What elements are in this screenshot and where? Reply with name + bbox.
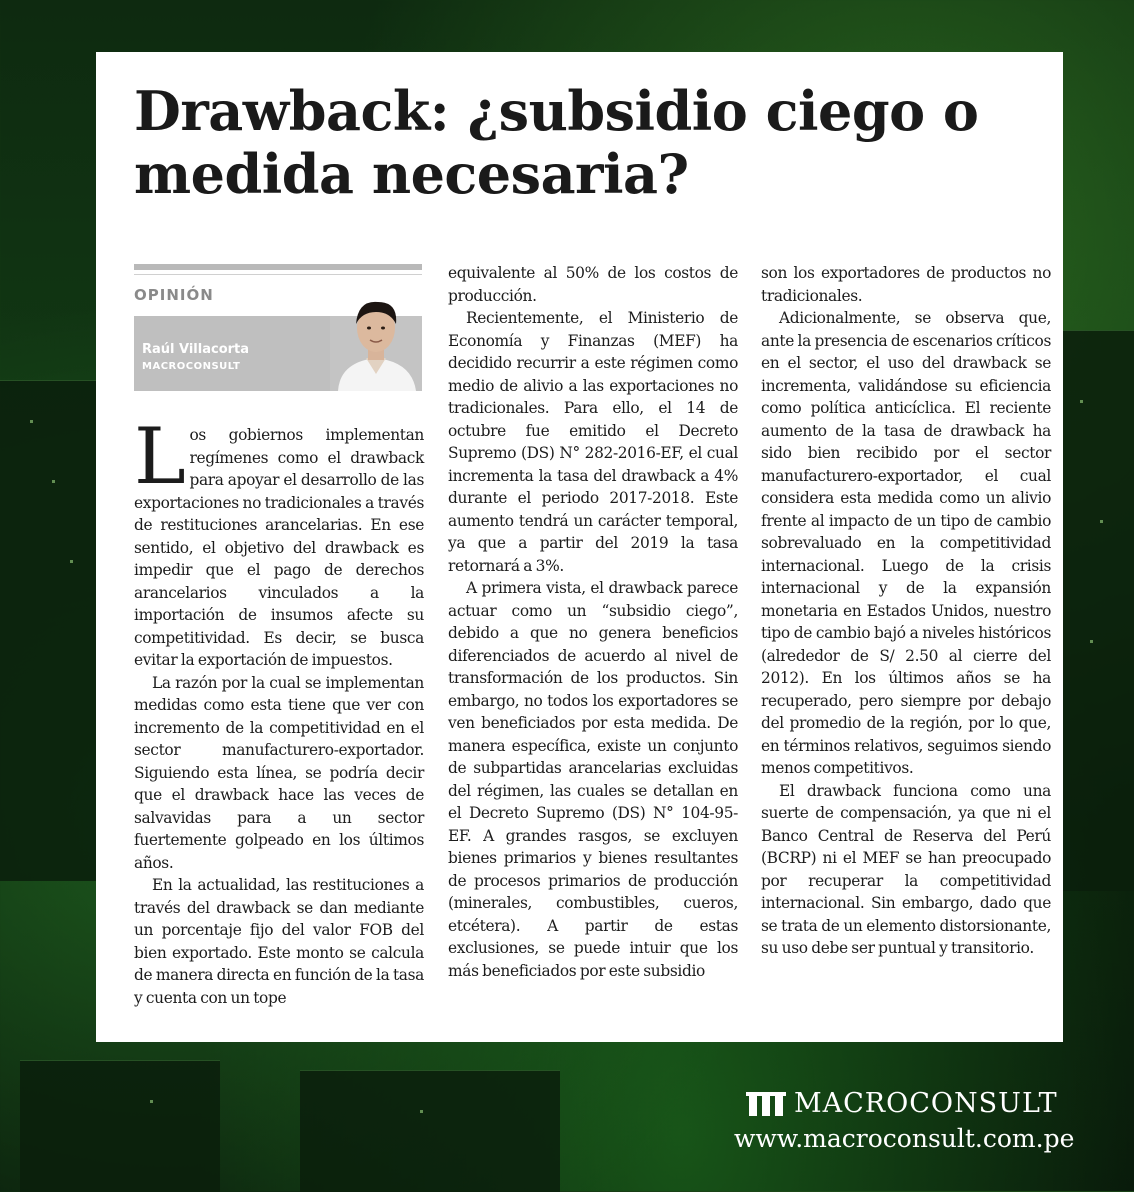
section-label: OPINIÓN bbox=[134, 286, 214, 304]
paragraph: son los exportadores de productos no tradicionales. bbox=[761, 264, 1051, 305]
bg-light bbox=[70, 560, 73, 563]
paragraph: A primera vista, el drawback parece actuar como un “subsidio ciego”, debido a que no genera beneficios diferenciados de acuerdo al nivel de transformación de los productos. Sin embargo, no todos los exportadores se ven beneficiados por esta medida. De manera específica, existe un conjunto de subpartidas arancelarias excluidas del régimen, las cuales se detallan en el Decreto Supremo (DS) N° 104-95-EF. A grandes rasgos, se excluyen bienes primarios y bienes resultantes de procesos primarios de producción (minerales, combustibles, cueros, etcétera). A partir de estas exclusiones, se puede intuir que los más beneficiados por este subsidio bbox=[448, 579, 738, 980]
paragraph: El drawback funciona como una suerte de compensación, ya que ni el Banco Central de Reserva del Perú (BCRP) ni el MEF se han preocupado por recuperar la competitividad internacional. Sin embargo, dado que se trata de un elemento distorsionante, su uso debe ser puntual y transitorio. bbox=[761, 781, 1051, 957]
article-column-3 bbox=[761, 262, 1051, 960]
website-link[interactable]: www.macroconsult.com.pe bbox=[734, 1124, 1075, 1153]
bg-light bbox=[52, 480, 55, 483]
bg-light bbox=[1100, 520, 1103, 523]
bg-light bbox=[150, 1100, 153, 1103]
drop-cap: L bbox=[134, 412, 186, 502]
bg-building bbox=[300, 1070, 560, 1192]
newspaper-clipping bbox=[96, 52, 1063, 1042]
bg-light bbox=[420, 1110, 423, 1113]
brand-name: MACROCONSULT bbox=[794, 1088, 1058, 1119]
bg-light bbox=[1080, 400, 1083, 403]
paragraph-text: os gobiernos implementan regímenes como el drawback para apoyar el desarrollo de las exportaciones no tradicionales a través de restituciones arancelarias. En ese sentido, el objetivo del drawback es impedir que el pago de derechos arancelarios vinculados a la importación de insumos afecte su competitividad. Es decir, se busca evitar la exportación de impuestos. bbox=[134, 426, 424, 669]
paragraph: equivalente al 50% de los costos de producción. bbox=[448, 264, 738, 305]
author-name: Raúl Villacorta bbox=[142, 342, 250, 357]
article-title: Drawback: ¿subsidio ciego o medida necesaria? bbox=[134, 79, 979, 206]
bg-building bbox=[1063, 330, 1134, 891]
author-org: MACROCONSULT bbox=[142, 361, 241, 372]
bg-light bbox=[30, 420, 33, 423]
author-panel bbox=[134, 316, 422, 391]
divider bbox=[134, 274, 422, 275]
paragraph: La razón por la cual se implementan medidas como esta tiene que ver con incremento de la competitividad en el sector manufacturero-exportador. Siguiendo esta línea, se podría decir que el drawback hace las veces de salvavidas para a un sector fuertemente golpeado en los últimos años. bbox=[134, 673, 424, 872]
divider bbox=[134, 264, 422, 270]
paragraph: Adicionalmente, se observa que, ante la presencia de escenarios críticos en el sector, el uso del drawback se incrementa, validándose su eficiencia como política anticíclica. El reciente aumento de la tasa de drawback ha sido bien recibido por el sector manufacturero-exportador, el cual considera esta medida como un alivio frente al impacto de un tipo de cambio sobrevaluado en la competitividad internacional. Luego de la crisis internacional y de la expansión monetaria en Estados Unidos, nuestro tipo de cambio bajó a niveles históricos (alrededor de S/ 2.50 al cierre del 2012). En los últimos años se ha recuperado, pero siempre por debajo del promedio de la región, por lo que, en términos relativos, seguimos siendo menos competitivos. bbox=[761, 309, 1051, 777]
macroconsult-logo-icon bbox=[746, 1090, 786, 1118]
author-photo bbox=[330, 292, 422, 391]
brand-logo bbox=[746, 1088, 1058, 1119]
bg-building bbox=[0, 380, 96, 881]
paragraph bbox=[134, 412, 424, 672]
article-column-1 bbox=[134, 412, 424, 1009]
byline bbox=[134, 264, 422, 390]
paragraph: En la actualidad, las restituciones a través del drawback se dan mediante un porcentaje fijo del valor FOB del bien exportado. Este monto se calcula de manera directa en función de la tasa y cuenta con un tope bbox=[134, 876, 424, 1007]
paragraph: Recientemente, el Ministerio de Economía y Finanzas (MEF) ha decidido recurrir a este régimen como medio de alivio a las exportaciones no tradicionales. Para ello, el 14 de octubre fue emitido el Decreto Supremo (DS) N° 282-2016-EF, el cual incrementa la tasa del drawback a 4% durante el periodo 2017-2018. Este aumento tendrá un carácter temporal, ya que a partir del 2019 la tasa retornará a 3%. bbox=[448, 309, 738, 575]
bg-light bbox=[1090, 640, 1093, 643]
bg-building bbox=[20, 1060, 220, 1192]
article-column-2 bbox=[448, 262, 738, 982]
